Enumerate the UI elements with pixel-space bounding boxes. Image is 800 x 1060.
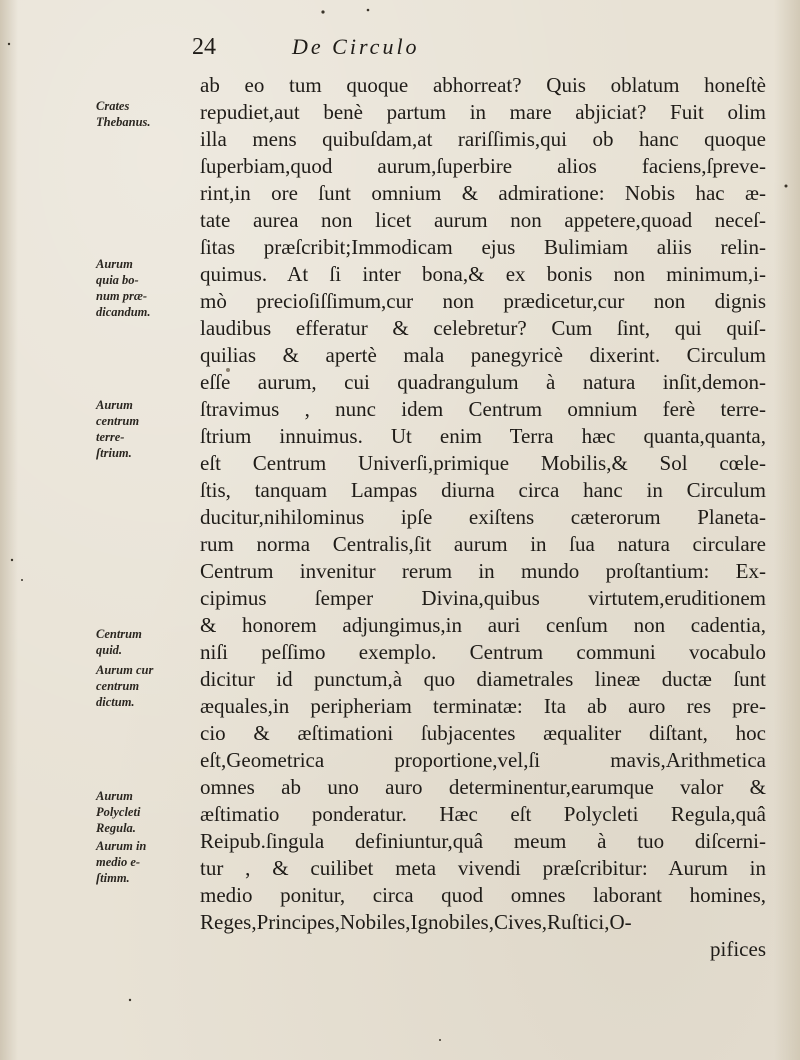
margin-note-crates [96, 98, 196, 130]
margin-note-line: Regula. [96, 821, 136, 835]
text-line: niſi peſſimo exemplo. Centrum communi vocabulo [200, 640, 766, 664]
text-line: repudiet,aut benè partum in mare abjiciat? Fuit olim [200, 100, 766, 124]
text-line: dicitur id punctum,à quo diametrales lineæ ductæ ſunt [200, 667, 766, 691]
margin-note-line: quid. [96, 643, 123, 657]
margin-note-aurum-bonum [96, 256, 196, 320]
text-line: eſt,Geometrica proportione,vel,ſi mavis,Arithmetica [200, 748, 766, 772]
text-line: eſſe aurum, cui quadrangulum à natura inſit,demon- [200, 370, 766, 394]
margin-note-line: Centrum [96, 627, 142, 641]
margin-note-line: terre- [96, 430, 125, 444]
text-line: ſtravimus , nunc idem Centrum omnium ferè terre- [200, 397, 766, 421]
margin-note-polycleti [96, 788, 196, 836]
margin-note-line: Thebanus. [96, 115, 151, 129]
text-line: cipimus ſemper Divina,quibus virtutem,eruditionem [200, 586, 766, 610]
margin-note-line: ſtrium. [96, 446, 132, 460]
margin-note-in-medio [96, 838, 196, 886]
text-line: & honorem adjungimus,in auri cenſum non cadentia, [200, 613, 766, 637]
text-line: omnes ab uno auro determinentur,earumque valor & [200, 775, 766, 799]
page-number: 24 [192, 34, 216, 60]
margin-note-line: ſtimm. [96, 871, 130, 885]
text-line: mò precioſiſſimum,cur non prædicetur,cur non dignis [200, 289, 766, 313]
text-line: rum norma Centralis,ſit aurum in ſua natura circulare [200, 532, 766, 556]
margin-note-line: medio e- [96, 855, 141, 869]
text-line: ſitas præſcribit;Immodicam ejus Bulimiam aliis relin- [200, 235, 766, 259]
text-line: ducitur,nihilominus ipſe exiſtens cæterorum Planeta- [200, 505, 766, 529]
text-line: illa mens quibuſdam,at rariſſimis,qui ob hanc quoque [200, 127, 766, 151]
margin-note-line: Crates [96, 99, 130, 113]
text-line: Reges,Principes,Nobiles,Ignobiles,Cives,Ruſtici,O- [200, 910, 632, 934]
page-header [192, 32, 752, 66]
text-line: laudibus efferatur & celebretur? Cum ſint, qui quiſ- [200, 316, 766, 340]
catchword-line: pifices [710, 937, 766, 961]
running-head: De Circulo [292, 34, 420, 59]
margin-note-centrum-quid [96, 626, 196, 658]
margin-note-centrum-dictum [96, 662, 196, 710]
text-line: Reipub.ſingula definiuntur,quâ meum à tuo diſcerni- [200, 829, 766, 853]
text-line: eſt Centrum Univerſi,primique Mobilis,& Sol cœle- [200, 451, 766, 475]
text-line: æſtimatio ponderatur. Hæc eſt Polycleti Regula,quâ [200, 802, 766, 826]
text-line: Centrum invenitur rerum in mundo proſtantium: Ex- [200, 559, 766, 583]
margin-note-line: Aurum [96, 257, 133, 271]
text-line: quimus. At ſi inter bona,& ex bonis non minimum,i- [200, 262, 766, 286]
text-line: ab eo tum quoque abhorreat? Quis oblatum honeſtè [200, 73, 766, 97]
margin-note-line: num præ- [96, 289, 148, 303]
text-line: rint,in ore ſunt omnium & admiratione: Nobis hac æ- [200, 181, 766, 205]
margin-note-aurum-centrum [96, 397, 196, 461]
text-line: ſuperbiam,quod aurum,ſuperbire alios faciens,ſpreve- [200, 154, 766, 178]
margin-note-line: Aurum [96, 789, 133, 803]
text-line: medio ponitur, circa quod omnes laborant homines, [200, 883, 766, 907]
margin-note-line: centrum [96, 679, 140, 693]
margin-note-line: Aurum in [96, 839, 147, 853]
text-line: tate aurea non licet aurum non appetere,quoad neceſ- [200, 208, 766, 232]
text-line: quilias & apertè mala panegyricè dixerint. Circulum [200, 343, 766, 367]
margin-note-line: dictum. [96, 695, 135, 709]
text-line: ſtrium innuimus. Ut enim Terra hæc quanta,quanta, [200, 424, 766, 448]
text-line: ſtis, tanquam Lampas diurna circa hanc in Circulum [200, 478, 766, 502]
margin-note-line: quia bo- [96, 273, 139, 287]
margin-note-line: dicandum. [96, 305, 151, 319]
margin-note-line: Aurum cur [96, 663, 154, 677]
margin-note-line: Polycleti [96, 805, 141, 819]
margin-note-line: Aurum [96, 398, 133, 412]
text-line: æquales,in peripheriam terminatæ: Ita ab auro res pre- [200, 694, 766, 718]
body-text [200, 72, 766, 963]
margin-note-line: centrum [96, 414, 140, 428]
text-line: tur , & cuilibet meta vivendi præſcribitur: Aurum in [200, 856, 766, 880]
text-line: cio & æſtimationi ſubjacentes æqualiter diſtant, hoc [200, 721, 766, 745]
